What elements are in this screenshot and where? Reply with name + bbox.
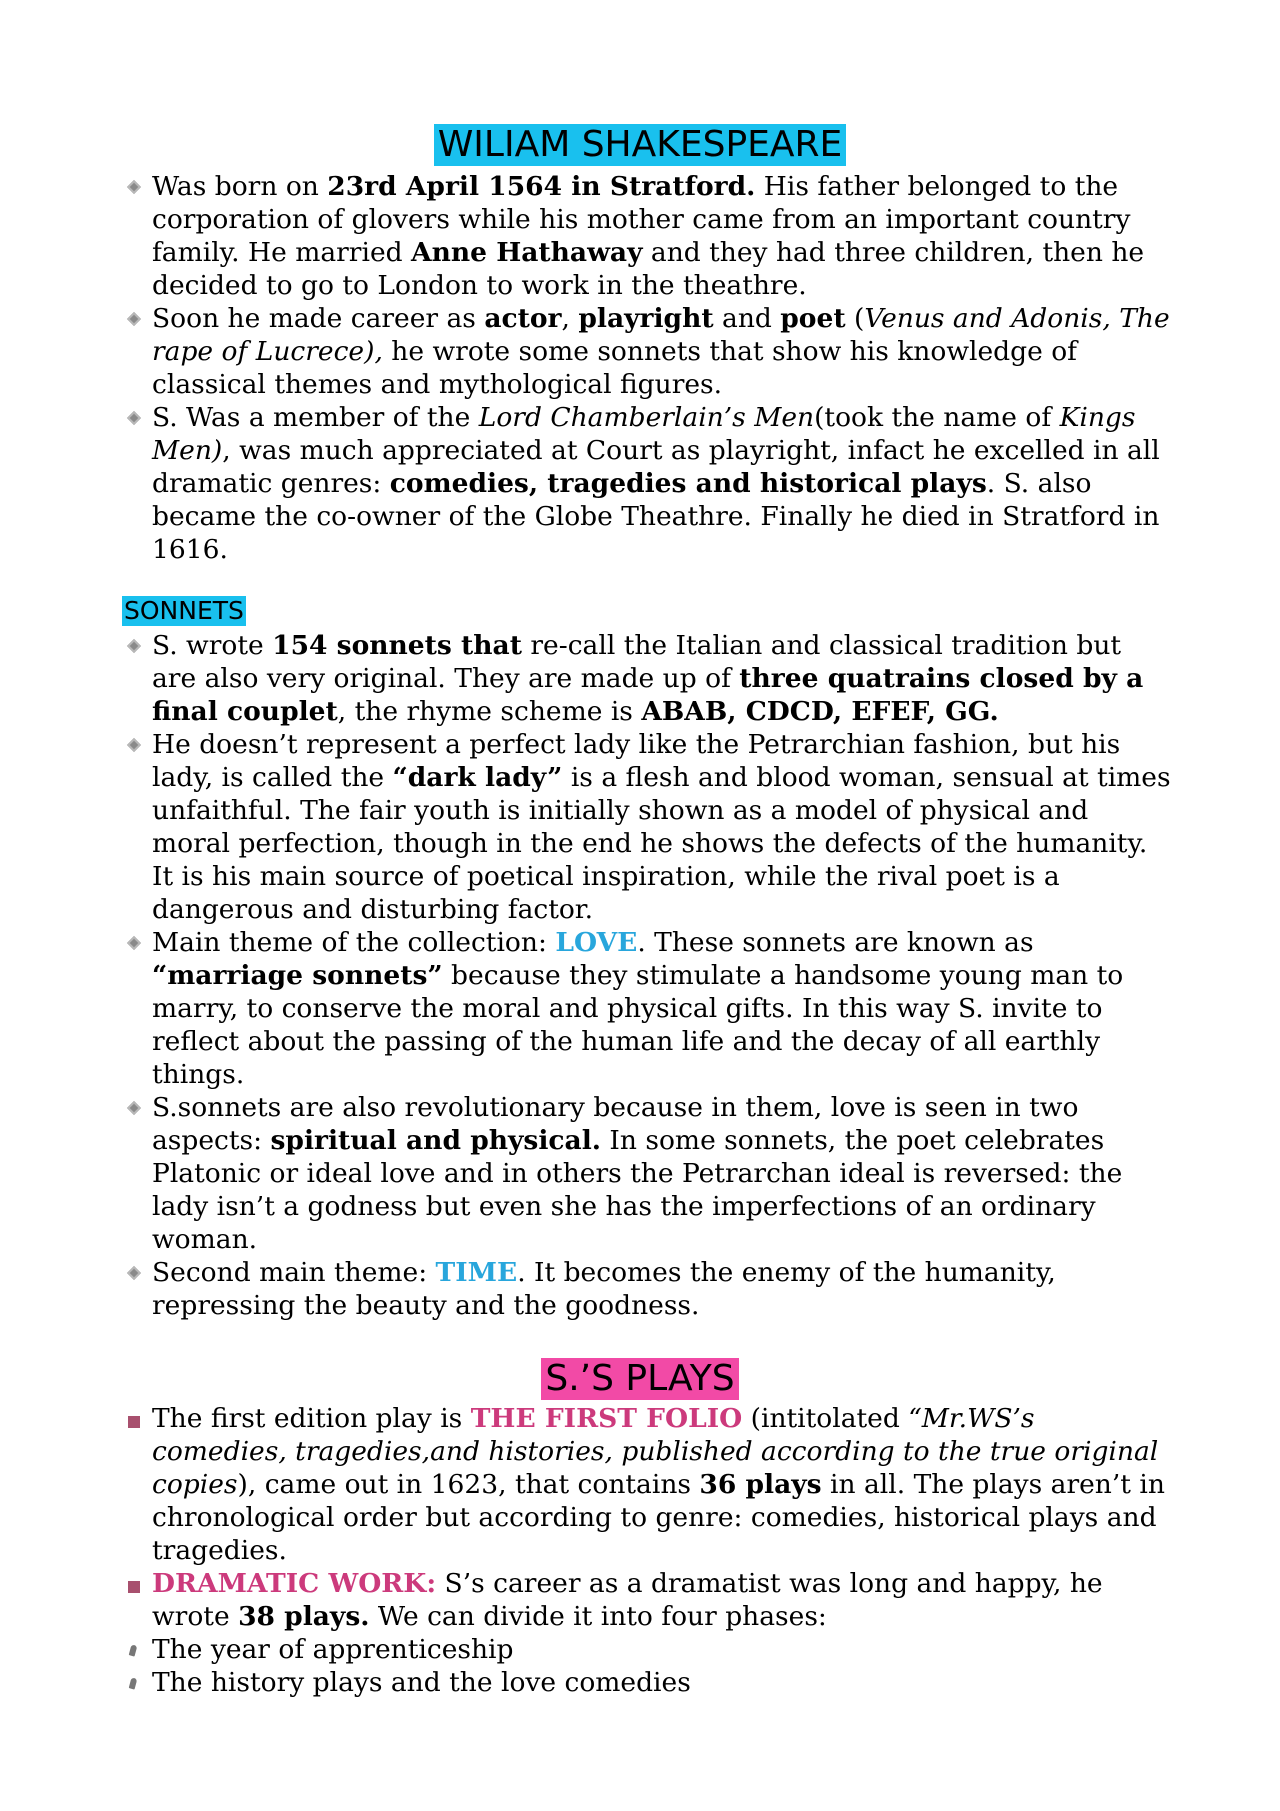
list-item: DRAMATIC WORK: S’s career as a dramatist was long and happy, he wrote 38 plays. We can divide it into four phases: (122, 1567, 1172, 1633)
list-item: The first edition play is THE FIRST FOLIO (intitolated “Mr.WS’s comedies, tragedies,and histories, published according to the true original copies), came out in 1623, that contains 36 plays in all. The plays aren’t in chronological order but according to genre: comedies, historical plays and tragedies. (122, 1402, 1172, 1567)
list-item: Was born on 23rd April 1564 in Stratford. His father belonged to the corporation of glovers while his mother came from an important country family. He married Anne Hathaway and they had three children, then he decided to go to London to work in the theathre. (122, 170, 1172, 302)
keyword-first-folio: THE FIRST FOLIO (470, 1403, 743, 1434)
tiny-bullet-icon (124, 1633, 146, 1666)
diamond-bullet-icon (124, 629, 146, 662)
page-title: WILIAM SHAKESPEARE (434, 124, 847, 166)
sonnets-heading: SONNETS (124, 596, 244, 625)
square-bullet-icon (124, 1567, 146, 1600)
list-item: He doesn’t represent a perfect lady like the Petrarchian fashion, but his lady, is called the “dark lady” is a flesh and blood woman, sensual at times unfaithful. The fair youth is initially shown as a model of physical and moral perfection, though in the end he shows the defects of the humanity. It is his main source of poetical inspiration, while the rival poet is a dangerous and disturbing factor. (122, 728, 1172, 926)
keyword-time: TIME (435, 1257, 518, 1288)
diamond-bullet-icon (124, 170, 146, 203)
diamond-bullet-icon (124, 401, 146, 434)
list-item: The year of apprenticeship (122, 1633, 1172, 1666)
diamond-bullet-icon (124, 302, 146, 335)
keyword-dramatic-work: DRAMATIC WORK: (152, 1568, 437, 1599)
list-item: S. wrote 154 sonnets that re-call the Italian and classical tradition but are also very original. They are made up of three quatrains closed by a final couplet, the rhyme scheme is ABAB, CDCD, EFEF, GG. (122, 629, 1172, 728)
plays-heading: S.’S PLAYS (541, 1358, 738, 1400)
list-item: The history plays and the love comedies (122, 1666, 1172, 1699)
plays-list (122, 1402, 1172, 1699)
sonnets-list (122, 629, 1172, 1322)
list-item: S.sonnets are also revolutionary because in them, love is seen in two aspects: spiritual and physical. In some sonnets, the poet celebrates Platonic or ideal love and in others the Petrarchan ideal is reversed: the lady isn’t a godness but even she has the imperfections of an ordinary woman. (122, 1091, 1172, 1256)
diamond-bullet-icon (124, 926, 146, 959)
tiny-bullet-icon (124, 1666, 146, 1699)
list-item: Second main theme: TIME. It becomes the enemy of the humanity, repressing the beauty and the goodness. (122, 1256, 1172, 1322)
title-row (120, 124, 1160, 166)
diamond-bullet-icon (124, 1091, 146, 1124)
list-item: S. Was a member of the Lord Chamberlain’s Men(took the name of Kings Men), was much appreciated at Court as playright, infact he excelled in all dramatic genres: comedies, tragedies and historical plays. S. also became the co-owner of the Globe Theathre. Finally he died in Stratford in 1616. (122, 401, 1172, 566)
plays-heading-row (120, 1358, 1160, 1400)
keyword-love: LOVE (555, 927, 638, 958)
diamond-bullet-icon (124, 1256, 146, 1289)
square-bullet-icon (124, 1402, 146, 1435)
diamond-bullet-icon (124, 728, 146, 761)
list-item: Soon he made career as actor, playright and poet (Venus and Adonis, The rape of Lucrece), he wrote some sonnets that show his knowledge of classical themes and mythological figures. (122, 302, 1172, 401)
bio-list (122, 170, 1172, 566)
sonnets-heading-row (122, 596, 246, 626)
list-item: Main theme of the collection: LOVE. These sonnets are known as “marriage sonnets” because they stimulate a handsome young man to marry, to conserve the moral and physical gifts. In this way S. invite to reflect about the passing of the human life and the decay of all earthly things. (122, 926, 1172, 1091)
